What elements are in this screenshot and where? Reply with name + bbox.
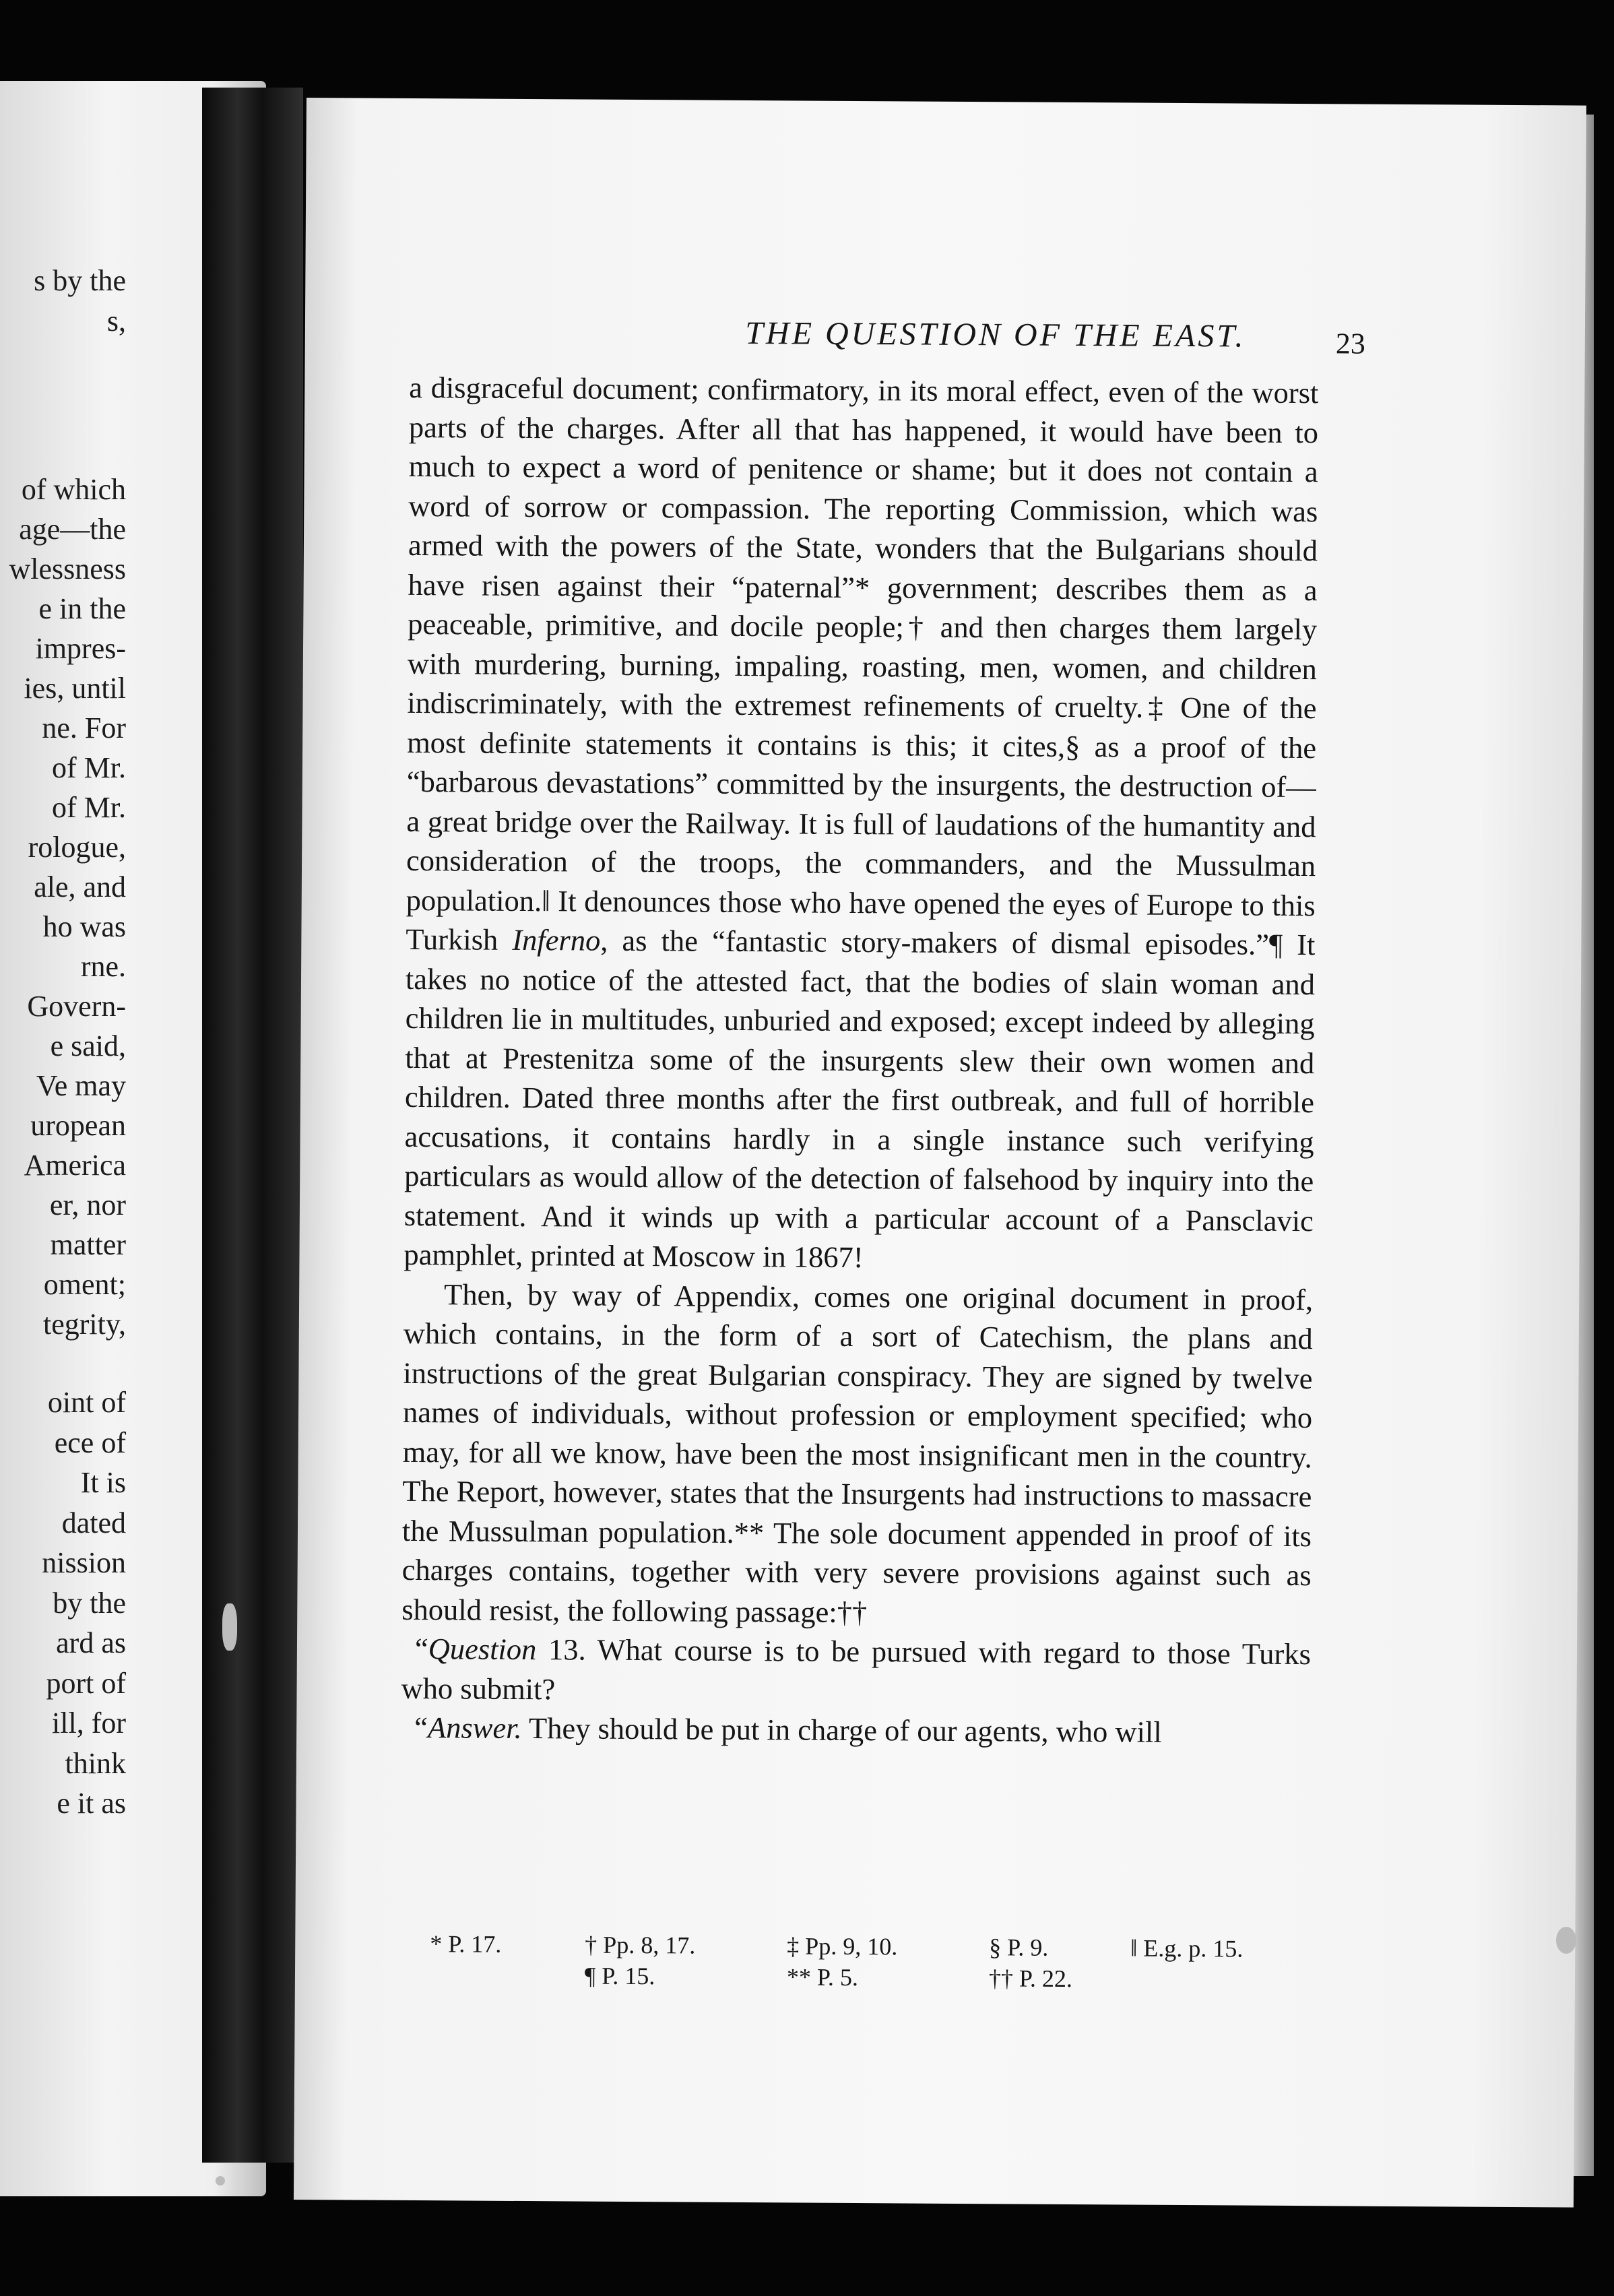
left-page-line: oint of: [47, 1386, 126, 1419]
left-page-line: ill, for: [52, 1707, 126, 1740]
footnote: †† P. 22.: [988, 1965, 1073, 1992]
left-page-line: s by the: [34, 264, 126, 297]
left-page-line: ard as: [56, 1626, 126, 1659]
footnote: * P. 17.: [430, 1930, 502, 1958]
left-page-line: uropean: [30, 1109, 126, 1142]
left-page-line: e said,: [50, 1029, 126, 1062]
left-page-line: e in the: [38, 592, 126, 625]
left-page-line: rne.: [80, 950, 126, 983]
left-page-line: ale, and: [34, 870, 126, 903]
paragraph-1: a disgraceful document; confirmatory, in its moral effect, even of the worst parts of the charges. After all that has happened, it would have been to much to expect a word of penitence or shame; but it does not contain a word of sorrow or compassion. The reporting Commission, which was armed with the powers of the State, wonders that the Bulgarians should have risen against their “paternal”* government; describes them as a peaceable, primitive, and docile people;† and then charges them largely with murdering, burning, impaling, roasting, men, women, and children indiscriminately, with the extremest refinements of cruelty.‡ One of the most definite statements it contains is this; it cites,§ as a proof of the “barbarous devastations” committed by the insurgents, the destruction of—a great bridge over the Railway. It is full of laudations of the humantity and consideration of the troops, the commanders, and the Mussulman population.‖ It denounces those who have opened the eyes of Europe to this Turkish Inferno, as the “fantastic story-makers of dismal episodes.”¶ It takes no notice of the attested fact, that the bodies of slain woman and children lie in multitudes, unburied and exposed; except indeed by alleging that at Prestenitza some of the insurgents slew their own women and children. Dated three months after the first outbreak, and full of horrible accusations, it contains hardly in a single instance such verifying particulars as would allow of the detection of falsehood by inquiry into the statement. And it winds up with a particular account of a Pansclavic pamphlet, printed at Moscow in 1867!: [404, 370, 1319, 1275]
left-page-line: age—the: [19, 513, 126, 546]
left-page-line: by the: [53, 1586, 126, 1620]
footnote: ‖ E.g. p. 15.: [1130, 1934, 1244, 1963]
footnote: § P. 9.: [989, 1934, 1049, 1961]
left-page-line: matter: [50, 1228, 126, 1261]
italic-inferno: Inferno: [512, 922, 601, 957]
left-page-line: impres-: [35, 632, 126, 665]
running-head: THE QUESTION OF THE EAST.: [745, 315, 1246, 354]
left-page-line: think: [65, 1746, 126, 1780]
footnote: ¶ P. 15.: [584, 1962, 655, 1990]
left-page-line: ne. For: [42, 711, 126, 744]
footnotes: [410, 1927, 1353, 1992]
left-page-line: Govern-: [27, 990, 126, 1023]
left-page-line: oment;: [43, 1268, 126, 1301]
left-page-line: ho was: [42, 910, 126, 943]
left-page-line: of which: [21, 473, 126, 506]
left-page-line: of Mr.: [52, 791, 126, 824]
scan-speck: [216, 2176, 225, 2186]
left-page-line: s,: [106, 305, 126, 338]
left-page-line: ies, until: [24, 672, 126, 705]
book-gutter-shadow: [202, 88, 303, 2163]
body-text: [401, 368, 1318, 1753]
left-page-line: America: [24, 1149, 126, 1182]
footnote: ** P. 5.: [786, 1963, 859, 1991]
answer-line: “Answer. They should be put in charge of our agents, who will: [414, 1711, 1162, 1749]
left-page-line: rologue,: [28, 831, 126, 864]
page-number: 23: [1335, 327, 1365, 360]
left-page-line: wlessness: [9, 552, 126, 585]
left-page-line: of Mr.: [52, 751, 126, 784]
left-page-line: ece of: [54, 1426, 126, 1459]
paragraph-2: Then, by way of Appendix, comes one original document in proof, which contains, in the form of a sort of Catechism, the plans and instructions of the great Bulgarian conspiracy. They are signed by twelve names of individuals, without profession or employment specified; who may, for all we know, have been the most insignificant men in the country. The Report, however, states that the Insurgents had instructions to massacre the Mussulman population.** The sole document appended in proof of its charges contains, together with very severe provisions against such as should resist, the following passage:††: [401, 1277, 1314, 1629]
left-page-line: port of: [46, 1666, 126, 1700]
right-page: [294, 98, 1586, 2208]
gutter-blemish: [222, 1603, 237, 1651]
left-page-line: er, nor: [49, 1188, 126, 1221]
left-page-line: dated: [61, 1506, 126, 1539]
left-page-line: e it as: [57, 1787, 126, 1820]
scan-speck: [1556, 1927, 1576, 1954]
left-page-line: tegrity,: [43, 1308, 126, 1341]
footnote: † Pp. 8, 17.: [585, 1931, 696, 1959]
left-page-line: Ve may: [36, 1069, 126, 1102]
question-13: “Question 13. What course is to be pursued with regard to those Turks who submit?: [401, 1632, 1312, 1706]
left-page-line: nission: [42, 1546, 126, 1579]
left-page-line: It is: [80, 1466, 126, 1499]
footnote: ‡ Pp. 9, 10.: [787, 1932, 898, 1960]
